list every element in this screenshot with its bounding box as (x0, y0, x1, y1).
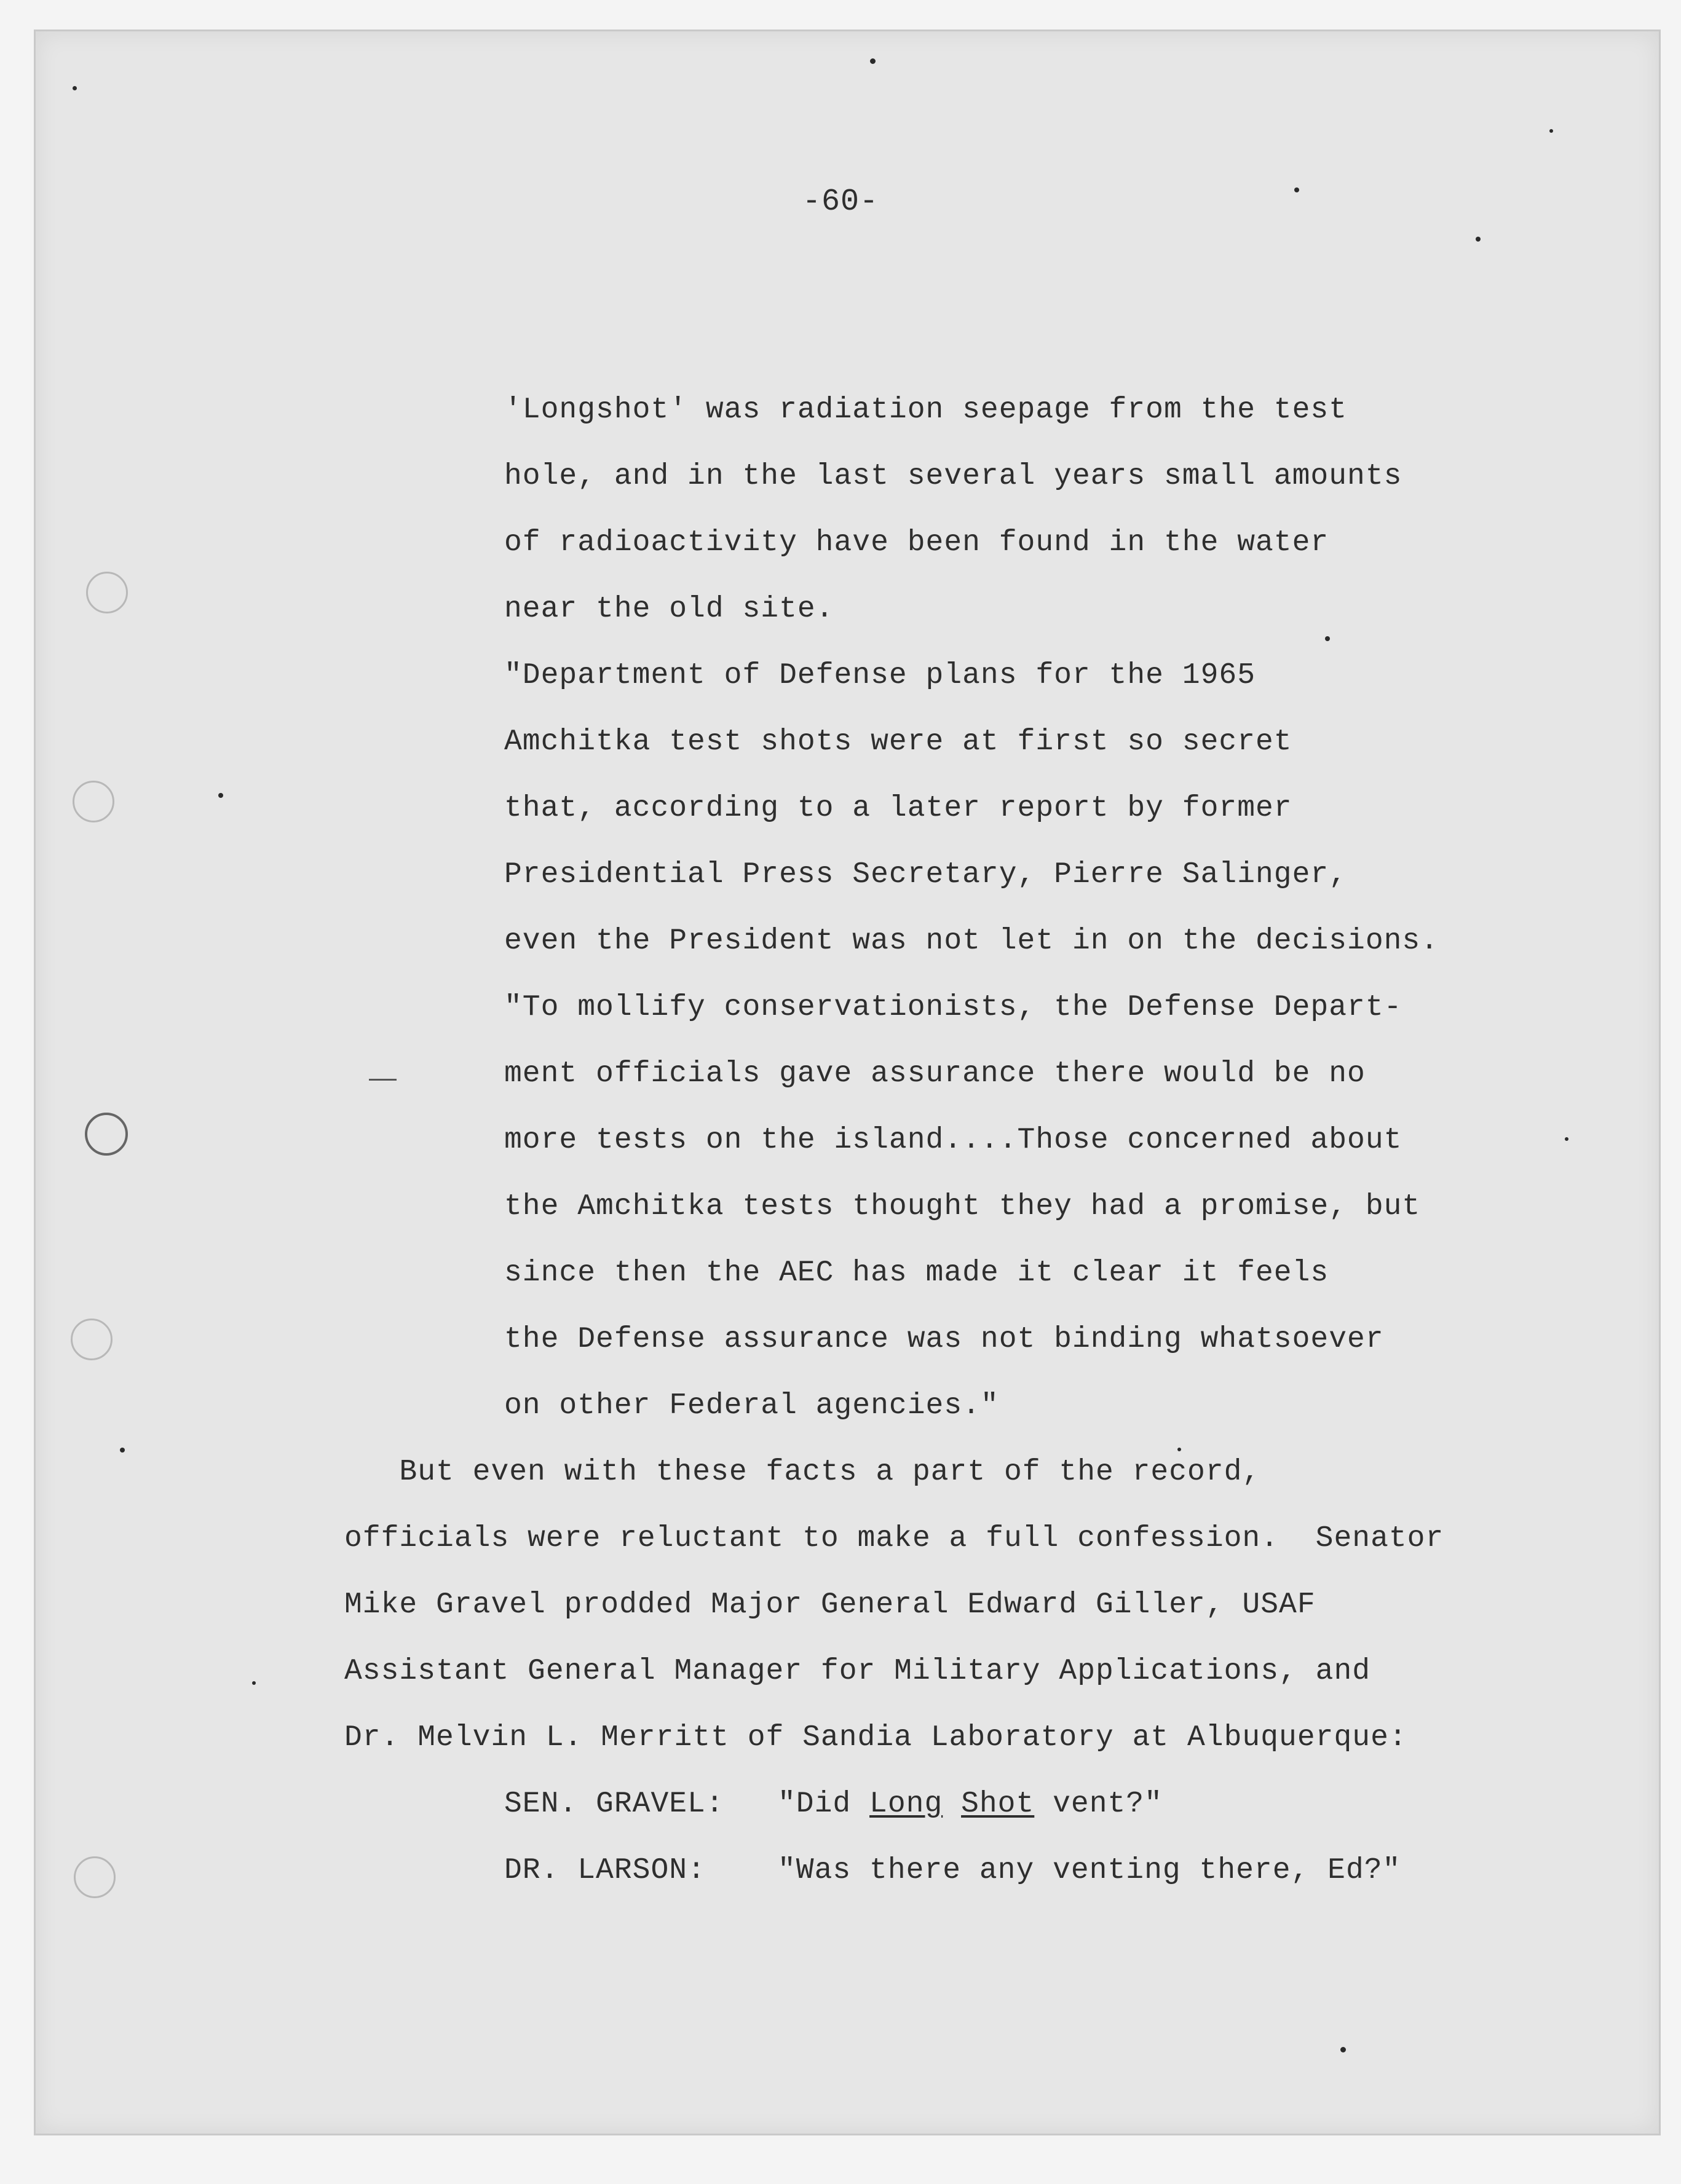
speck (218, 793, 223, 798)
body-line-3: Mike Gravel prodded Major General Edward Giller, USAF (344, 1588, 1316, 1622)
speck (1565, 1137, 1568, 1141)
quote-line-9: even the President was not let in on the decisions. (504, 924, 1439, 958)
quote-line-3: of radioactivity have been found in the water (504, 526, 1329, 559)
binder-hole-top (86, 572, 128, 613)
speck (1549, 129, 1553, 133)
speck (73, 86, 77, 90)
quote-line-10: "To mollify conservationists, the Defense Depart- (504, 991, 1402, 1024)
body-line-2: officials were reluctant to make a full confession. Senator (344, 1522, 1444, 1555)
quote-line-11: ment officials gave assurance there would be no (504, 1057, 1366, 1090)
quote-line-8: Presidential Press Secretary, Pierre Salinger, (504, 858, 1348, 891)
quote-line-1: 'Longshot' was radiation seepage from the test (504, 393, 1348, 427)
quote-line-2: hole, and in the last several years small amounts (504, 460, 1402, 493)
dialogue-speaker-1: SEN. GRAVEL: (504, 1788, 724, 1821)
speck (1476, 237, 1481, 242)
dialogue-text-2: "Was there any venting there, Ed?" (778, 1854, 1401, 1887)
dialogue-speaker-2: DR. LARSON: (504, 1854, 706, 1887)
body-line-4: Assistant General Manager for Military Applications, and (344, 1655, 1371, 1688)
quote-line-14: since then the AEC has made it clear it feels (504, 1256, 1329, 1290)
binder-hole-lower (71, 1319, 113, 1360)
body-line-5: Dr. Melvin L. Merritt of Sandia Laboratory at Albuquerque: (344, 1721, 1407, 1754)
speck (1177, 1448, 1181, 1451)
margin-mark (369, 1079, 397, 1081)
speck (252, 1681, 256, 1685)
speck (120, 1448, 125, 1453)
page-number: -60- (802, 184, 879, 219)
body-line-1: But even with these facts a part of the record, (344, 1456, 1261, 1489)
underlined-long: Long (869, 1788, 943, 1821)
binder-hole-bottom (74, 1856, 116, 1898)
quote-line-13: the Amchitka tests thought they had a promise, but (504, 1190, 1421, 1223)
quote-line-16: on other Federal agencies." (504, 1389, 999, 1422)
quote-line-7: that, according to a later report by former (504, 792, 1292, 825)
dialogue-text-1: "Did Long Shot vent?" (778, 1788, 1163, 1821)
quote-line-12: more tests on the island....Those concerned about (504, 1124, 1402, 1157)
quote-line-15: the Defense assurance was not binding whatsoever (504, 1323, 1384, 1356)
binder-hole-upper (73, 781, 114, 822)
quote-line-4: near the old site. (504, 593, 834, 626)
binder-hole-middle (85, 1113, 128, 1156)
quote-line-6: Amchitka test shots were at first so secret (504, 725, 1292, 759)
underlined-shot: Shot (961, 1788, 1035, 1821)
speck (870, 58, 876, 64)
speck (1340, 2047, 1346, 2052)
quote-line-5: "Department of Defense plans for the 1965 (504, 659, 1256, 692)
speck (1325, 636, 1330, 641)
